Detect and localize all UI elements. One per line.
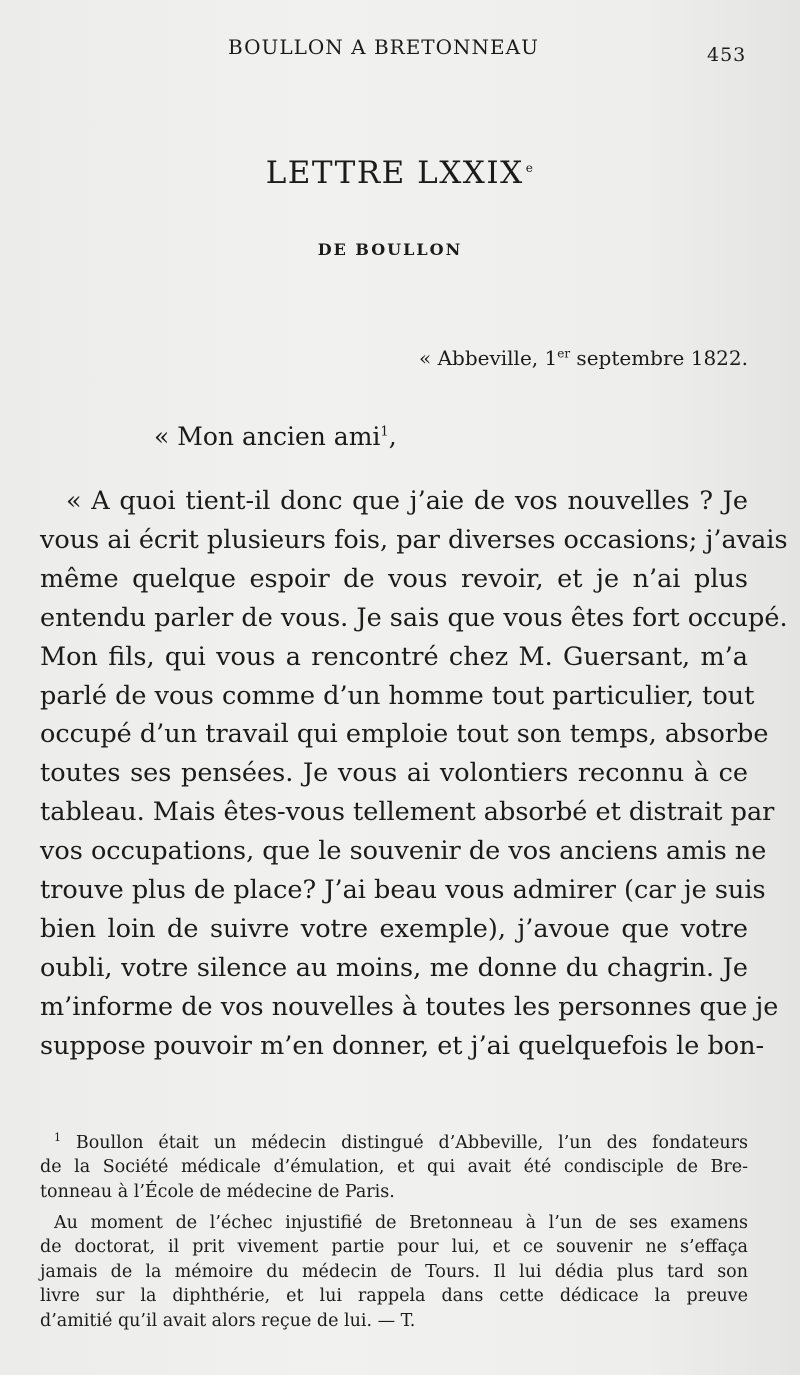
body-line: vos occupations, que le souvenir de vos anciens amis ne [40, 836, 767, 867]
footnote-line: de doctorat, il prit vivement partie pour lui, et ce souvenir ne s’effaça [40, 1237, 748, 1258]
letter-body [40, 482, 788, 1066]
salutation [154, 422, 397, 451]
footnote-line: de la Société médicale d’émulation, et qui avait été condisciple de Bre- [40, 1157, 748, 1178]
body-line: tableau. Mais êtes-vous tellement absorbé et distrait par [40, 797, 775, 828]
letter-title-text: LETTRE LXXIX [265, 155, 524, 191]
body-line: trouve plus de place? J’ai beau vous admirer (car je suis [40, 875, 766, 906]
footnote-line: tonneau à l’École de médecine de Paris. [40, 1182, 395, 1203]
body-line: « A quoi tient-il donc que j’aie de vos nouvelles ? Je [66, 486, 748, 516]
footnote-line [40, 1126, 748, 1155]
dateline-ordinal: er [557, 346, 571, 361]
letter-title-superscript: e [525, 161, 535, 175]
footnote-line: livre sur la diphthérie, et lui rappela dans cette dédicace la preuve [40, 1286, 748, 1307]
body-line: toutes ses pensées. Je vous ai volontiers reconnu à ce [40, 758, 748, 789]
dateline-date: septembre 1822. [570, 346, 748, 370]
footnote-marker: 1 [54, 1131, 61, 1144]
body-line: bien loin de suivre votre exemple), j’avoue que votre [40, 913, 748, 944]
footnote-line: jamais de la mémoire du médecin de Tours. Il lui dédia plus tard son [40, 1261, 748, 1282]
body-line: Mon fils, qui vous a rencontré chez M. Guersant, m’a [40, 641, 748, 672]
salutation-comma: , [388, 422, 397, 451]
body-line: m’informe de vos nouvelles à toutes les personnes que je [40, 991, 779, 1022]
letter-title [0, 155, 800, 191]
body-line: vous ai écrit plusieurs fois, par diverses occasions; j’avais [40, 524, 788, 555]
footnote-line: Au moment de l’échec injustifié de Bretonneau à l’un de ses examens [54, 1212, 748, 1233]
page-header [0, 32, 800, 66]
salutation-text: « Mon ancien ami [154, 422, 381, 451]
body-line: suppose pouvoir m’en donner, et j’ai quelquefois le bon- [40, 1030, 765, 1061]
body-line: parlé de vous comme d’un homme tout particulier, tout [40, 680, 755, 711]
footnote-line: d’amitié qu’il avait alors reçue de lui. — T. [40, 1310, 416, 1331]
letter-subtitle: DE BOULLON [317, 240, 463, 259]
footnote-text: Boullon était un médecin distingué d’Abbeville, l’un des fondateurs [61, 1132, 748, 1153]
footnote-reference: 1 [380, 424, 389, 440]
body-line: oubli, votre silence au moins, me donne du chagrin. Je [40, 952, 748, 983]
dateline-place: « Abbeville, 1 [418, 346, 558, 370]
body-line: entendu parler de vous. Je sais que vous êtes fort occupé. [40, 602, 788, 633]
footnotes [40, 1126, 748, 1334]
body-line: occupé d’un travail qui emploie tout son temps, absorbe [40, 719, 769, 750]
page-number: 453 [707, 44, 747, 66]
dateline [419, 346, 748, 370]
running-head: BOULLON A BRETONNEAU [228, 35, 539, 59]
body-line: même quelque espoir de vous revoir, et je n’ai plus [40, 563, 748, 594]
